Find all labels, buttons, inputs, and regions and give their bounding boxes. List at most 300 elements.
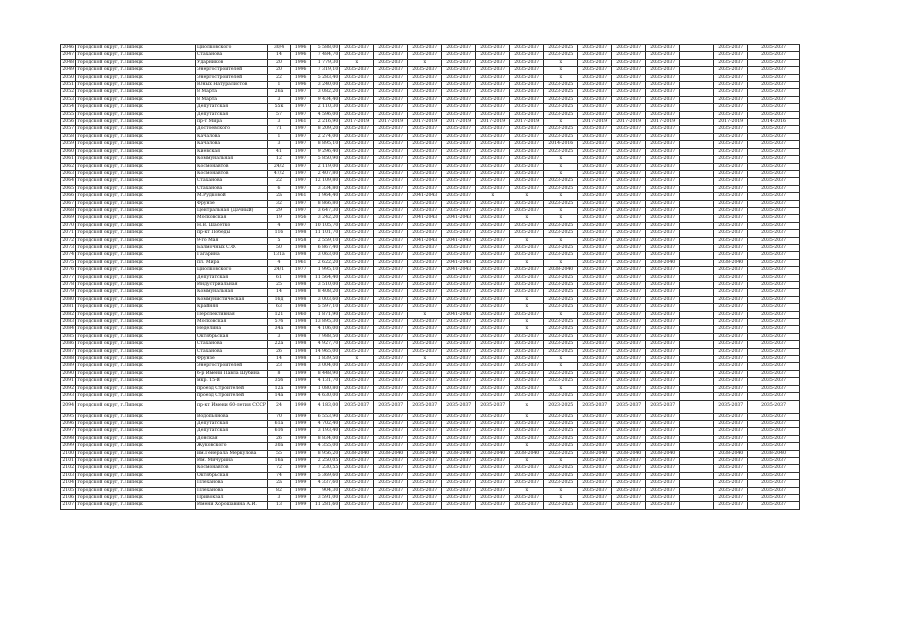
table-row [61,341,868,348]
schedule-period-cell: 2035-2037 [408,435,442,442]
area-cell: 4 183,00 [311,400,340,413]
street-cell: Энергостроителей [196,67,268,74]
schedule-period-cell: 2035-2037 [476,502,510,509]
schedule-period-cell [680,237,714,244]
schedule-period-cell: 2035-2037 [748,207,800,214]
schedule-period-cell: 2035-2037 [374,363,408,370]
table-row [61,259,868,266]
schedule-period-cell [680,133,714,140]
schedule-period-cell: 2035-2037 [612,133,646,140]
schedule-period-cell: 2035-2037 [510,480,544,487]
street-cell: Плеханова [196,487,268,494]
table-row [61,282,868,289]
table-row [61,370,868,377]
schedule-period-cell: 2035-2037 [578,370,612,377]
row-number-cell: 2051 [62,82,75,88]
area-cell: 1 839,50 [311,356,340,363]
schedule-period-cell: 2035-2037 [748,435,800,442]
schedule-period-cell: 2035-2037 [748,370,800,377]
schedule-period-cell: 2038-2040 [646,450,680,457]
table-row [61,385,868,392]
area-cell: 11 281,60 [311,502,340,509]
schedule-period-cell: 2035-2037 [714,215,748,222]
schedule-period-cell: 2035-2037 [510,200,544,207]
table-row [61,237,868,244]
schedule-period-cell: 2035-2037 [646,252,680,259]
schedule-period-cell: 2035-2037 [408,480,442,487]
schedule-period-cell: 2035-2037 [510,104,544,111]
schedule-period-cell: 2035-2037 [476,304,510,311]
schedule-period-cell: 2035-2037 [408,274,442,281]
schedule-period-cell: 2035-2037 [374,443,408,450]
schedule-period-cell: 2035-2037 [748,393,800,400]
schedule-period-cell: 2023-2025 [544,133,578,140]
schedule-period-cell: 2035-2037 [612,356,646,363]
schedule-period-cell: 2035-2037 [714,96,748,103]
schedule-period-cell: х [544,156,578,163]
schedule-period-cell: 2035-2037 [340,487,374,494]
schedule-period-cell: 2035-2037 [646,244,680,251]
schedule-period-cell: 2035-2037 [340,244,374,251]
schedule-period-cell: 2038-2040 [612,450,646,457]
schedule-period-cell: 2035-2037 [442,296,476,303]
schedule-period-cell: 2014-2016 [544,141,578,148]
area-cell: 8 834,00 [311,435,340,442]
schedule-period-cell: 2035-2037 [408,156,442,163]
schedule-period-cell: 2035-2037 [408,230,442,237]
street-cell: Ударников [196,59,268,66]
row-number-cell: 2107 [62,502,75,508]
schedule-period-cell: 2035-2037 [612,163,646,170]
schedule-period-cell: 2035-2037 [578,443,612,450]
schedule-period-cell: 2035-2037 [340,252,374,259]
schedule-period-cell [680,341,714,348]
schedule-period-cell: х [510,443,544,450]
district-cell: городской округ, г.Липецк [76,457,196,464]
schedule-period-cell: 2035-2037 [578,96,612,103]
schedule-period-cell: 2035-2037 [476,52,510,59]
schedule-period-cell: 2035-2037 [714,156,748,163]
schedule-period-cell: 2023-2025 [544,400,578,413]
street-cell: Имени Хорошавина А.И. [196,502,268,509]
schedule-period-cell: 2023-2025 [544,82,578,89]
schedule-period-cell: 2035-2037 [646,178,680,185]
schedule-period-cell: 2038-2040 [442,450,476,457]
schedule-period-cell: х [408,59,442,66]
schedule-period-cell: 2035-2037 [646,319,680,326]
schedule-period-cell: 2023-2025 [544,420,578,427]
schedule-period-cell: 2035-2037 [612,385,646,392]
schedule-period-cell: 2035-2037 [612,393,646,400]
house-number-cell: 61б [268,428,291,435]
schedule-period-cell: 2035-2037 [510,133,544,140]
schedule-period-cell [680,185,714,192]
street-cell: Донская [196,435,268,442]
schedule-period-cell: 2035-2037 [442,443,476,450]
district-cell: городской округ, г.Липецк [76,222,196,229]
schedule-period-cell: 2035-2037 [612,222,646,229]
house-number-cell: 16д [268,296,291,303]
schedule-period-cell: 2035-2037 [646,126,680,133]
schedule-period-cell: 2035-2037 [578,274,612,281]
schedule-period-cell: 2035-2037 [476,296,510,303]
district-cell: городской округ, г.Липецк [76,420,196,427]
schedule-period-cell: 2035-2037 [510,289,544,296]
schedule-period-cell: 2035-2037 [340,96,374,103]
district-cell: городской округ, г.Липецк [76,319,196,326]
schedule-period-cell: 2035-2037 [748,215,800,222]
row-number-cell: 2094 [61,400,76,413]
house-number-cell: 14 [268,356,291,363]
schedule-period-cell: х [544,215,578,222]
district-cell: городской округ, г.Липецк [76,74,196,81]
street-cell: Им. Мичурина [196,457,268,464]
schedule-period-cell [680,156,714,163]
row-number-cell: 2091 [62,378,75,384]
schedule-period-cell: 2035-2037 [714,341,748,348]
schedule-period-cell: 2035-2037 [374,289,408,296]
schedule-period-cell [680,363,714,370]
year-built-cell: 1999 [290,393,311,400]
schedule-period-cell: 2041-2043 [442,237,476,244]
schedule-period-cell: 2035-2037 [748,200,800,207]
schedule-period-cell: 2035-2037 [374,465,408,472]
schedule-period-cell [680,163,714,170]
schedule-period-cell: х [340,356,374,363]
schedule-period-cell: х [544,170,578,177]
schedule-period-cell: х [510,326,544,333]
table-row [61,215,868,222]
schedule-period-cell: 2035-2037 [748,356,800,363]
house-number-cell: 35б [268,378,291,385]
district-cell: городской округ, г.Липецк [76,450,196,457]
schedule-period-cell: 2035-2037 [374,378,408,385]
schedule-period-cell: 2035-2037 [408,267,442,274]
district-cell: городской округ, г.Липецк [76,96,196,103]
schedule-period-cell: 2035-2037 [612,413,646,420]
schedule-period-cell: 2035-2037 [748,170,800,177]
district-cell: городской округ, г.Липецк [76,296,196,303]
schedule-period-cell: х [544,311,578,318]
row-number-cell: 2065 [62,185,75,191]
schedule-period-cell: 2035-2037 [612,428,646,435]
house-number-cell: 4 [268,222,291,229]
street-cell: пр-кт Победы [196,230,268,237]
schedule-period-cell: 2035-2037 [476,487,510,494]
schedule-period-cell: 2035-2037 [442,378,476,385]
schedule-period-cell: 2035-2037 [476,207,510,214]
schedule-period-cell: 2038-2040 [544,267,578,274]
schedule-period-cell: 2035-2037 [340,480,374,487]
schedule-period-cell: 2035-2037 [748,96,800,103]
schedule-period-cell: 2035-2037 [612,282,646,289]
schedule-period-cell: 2035-2037 [476,178,510,185]
schedule-period-cell: 2035-2037 [374,230,408,237]
district-cell: городской округ, г.Липецк [76,104,196,111]
table-row [61,96,868,103]
schedule-period-cell: 2023-2025 [544,333,578,340]
schedule-period-cell [680,296,714,303]
schedule-period-cell [680,385,714,392]
schedule-period-cell: 2035-2037 [476,356,510,363]
schedule-period-cell: 2035-2037 [578,163,612,170]
schedule-period-cell: 2035-2037 [374,341,408,348]
schedule-period-cell: 2035-2037 [408,326,442,333]
schedule-period-cell: 2035-2037 [714,222,748,229]
house-number-cell: 14 [268,52,291,59]
schedule-period-cell: 2035-2037 [646,170,680,177]
schedule-period-cell: 2023-2025 [544,230,578,237]
schedule-period-cell [680,230,714,237]
schedule-period-cell: 2035-2037 [612,89,646,96]
district-cell: городской округ, г.Липецк [76,52,196,59]
row-number-cell: 2078 [62,282,75,287]
row-number-cell: 2050 [62,74,75,80]
schedule-period-cell: 2035-2037 [748,378,800,385]
street-cell: Н.В. Шасетко [196,222,268,229]
house-number-cell: 24/1 [268,267,291,274]
schedule-period-cell: 2035-2037 [442,222,476,229]
schedule-period-cell: 2035-2037 [646,111,680,118]
schedule-period-cell: 2035-2037 [408,45,442,52]
schedule-period-cell: 2035-2037 [646,480,680,487]
schedule-period-cell: 2035-2037 [612,252,646,259]
district-cell: городской округ, г.Липецк [76,215,196,222]
house-number-cell: 72 [268,465,291,472]
table-row [61,67,868,74]
district-cell: городской округ, г.Липецк [76,67,196,74]
schedule-period-cell [680,119,714,126]
schedule-period-cell: 2035-2037 [408,52,442,59]
schedule-period-cell: 2035-2037 [374,141,408,148]
schedule-period-cell: 2035-2037 [476,420,510,427]
district-cell: городской округ, г.Липецк [76,393,196,400]
schedule-period-cell: 2035-2037 [612,443,646,450]
row-number-cell: 2088 [62,356,75,362]
schedule-period-cell: 2035-2037 [374,193,408,200]
year-built-cell: 1998 [290,274,311,281]
schedule-period-cell [680,435,714,442]
street-cell: 9-го Мая [196,237,268,244]
schedule-period-cell: 2035-2037 [646,311,680,318]
schedule-period-cell: 2035-2037 [340,111,374,118]
schedule-period-cell: 2035-2037 [408,428,442,435]
schedule-period-cell: 2035-2037 [374,244,408,251]
area-cell: 3 193,40 [311,428,340,435]
house-number-cell: 20 [268,67,291,74]
schedule-period-cell [680,45,714,52]
schedule-period-cell: 2035-2037 [374,502,408,509]
schedule-period-cell: 2035-2037 [374,385,408,392]
schedule-period-cell: 2035-2037 [340,74,374,81]
table-row [61,141,868,148]
schedule-period-cell: 2035-2037 [340,67,374,74]
street-cell: Привокзал [196,494,268,501]
schedule-period-cell: 2035-2037 [612,244,646,251]
area-cell: 6 867,40 [311,244,340,251]
schedule-period-cell: 2035-2037 [714,193,748,200]
schedule-period-cell: 2035-2037 [476,237,510,244]
schedule-period-cell: 2035-2037 [442,45,476,52]
house-number-cell: 8 [268,370,291,377]
district-cell: городской округ, г.Липецк [76,363,196,370]
schedule-period-cell: 2035-2037 [646,215,680,222]
district-cell: городской округ, г.Липецк [76,156,196,163]
schedule-period-cell [680,244,714,251]
schedule-period-cell: 2038-2040 [578,450,612,457]
schedule-period-cell: 2017-2019 [340,119,374,126]
area-cell: 8 209,20 [311,126,340,133]
schedule-period-cell: 2035-2037 [374,59,408,66]
schedule-period-cell: 2035-2037 [408,104,442,111]
schedule-period-cell: 2035-2037 [374,82,408,89]
year-built-cell: 1998 [290,244,311,251]
house-number-cell: 23 [268,363,291,370]
schedule-period-cell: 2035-2037 [374,333,408,340]
schedule-period-cell: 2035-2037 [340,370,374,377]
year-built-cell: 1998 [290,252,311,259]
area-cell: 5 850,90 [311,156,340,163]
schedule-period-cell [680,148,714,155]
row-number-cell: 2076 [62,267,75,273]
street-cell: Энергостроителей [196,74,268,81]
schedule-period-cell: 2035-2037 [714,274,748,281]
schedule-period-cell: 2035-2037 [374,200,408,207]
district-cell: городской округ, г.Липецк [76,494,196,501]
schedule-period-cell: 2023-2025 [544,428,578,435]
schedule-period-cell: 2035-2037 [612,289,646,296]
house-number-cell: 30а [268,443,291,450]
street-cell: Депутатская [196,104,268,111]
schedule-period-cell [680,400,714,413]
schedule-period-cell: 2035-2037 [714,348,748,355]
district-cell: городской округ, г.Липецк [76,89,196,96]
schedule-period-cell: 2035-2037 [374,480,408,487]
area-cell: 3 004,00 [311,363,340,370]
schedule-period-cell: 2035-2037 [714,370,748,377]
schedule-period-cell: 2035-2037 [408,502,442,509]
year-built-cell: 1997 [290,141,311,148]
schedule-period-cell: 2035-2037 [340,89,374,96]
schedule-period-cell: 2038-2040 [476,450,510,457]
schedule-period-cell: 2035-2037 [578,178,612,185]
house-number-cell: 25 [268,282,291,289]
schedule-period-cell: 2035-2037 [442,289,476,296]
schedule-period-cell: 2035-2037 [714,244,748,251]
schedule-period-cell: 2035-2037 [510,96,544,103]
year-built-cell: 1999 [290,385,311,392]
schedule-period-cell: 2035-2037 [340,465,374,472]
area-cell: 2 250,05 [311,457,340,464]
schedule-period-cell: 2035-2037 [578,133,612,140]
schedule-period-cell: 2035-2037 [408,296,442,303]
schedule-period-cell: 2035-2037 [408,96,442,103]
area-cell: 13 895,30 [311,319,340,326]
schedule-period-cell [680,494,714,501]
street-cell: Депутатская [196,274,268,281]
street-cell: проезд Строителей [196,393,268,400]
schedule-period-cell: 2035-2037 [442,400,476,413]
schedule-period-cell: 2023-2025 [544,244,578,251]
schedule-period-cell: 2035-2037 [340,420,374,427]
district-cell: городской округ, г.Липецк [76,259,196,266]
house-number-cell: 57 [268,111,291,118]
street-cell: Космонавтов [196,465,268,472]
schedule-period-cell: х [544,193,578,200]
schedule-period-cell: 2035-2037 [578,104,612,111]
schedule-period-cell: 2035-2037 [748,296,800,303]
schedule-period-cell: 2035-2037 [646,282,680,289]
schedule-period-cell: х [510,319,544,326]
district-cell: городской округ, г.Липецк [76,111,196,118]
schedule-period-cell: 2035-2037 [510,207,544,214]
schedule-period-cell: х [510,296,544,303]
table-row [61,443,868,450]
row-number-cell: 2061 [62,156,75,162]
schedule-period-cell: 2035-2037 [578,89,612,96]
schedule-period-cell: 2035-2037 [646,45,680,52]
schedule-period-cell: 2017-2019 [510,119,544,126]
schedule-period-cell: 2035-2037 [510,472,544,479]
schedule-period-cell: 2035-2037 [748,494,800,501]
schedule-period-cell: 2035-2037 [714,59,748,66]
schedule-period-cell: 2035-2037 [714,443,748,450]
schedule-period-cell: 2035-2037 [748,487,800,494]
schedule-period-cell: 2035-2037 [442,141,476,148]
schedule-period-cell: 2035-2037 [408,67,442,74]
schedule-period-cell: 2035-2037 [612,45,646,52]
schedule-period-cell: 2035-2037 [374,296,408,303]
schedule-period-cell: 2035-2037 [646,193,680,200]
house-number-cell: 5 [268,237,291,244]
schedule-period-cell: 2035-2037 [748,385,800,392]
schedule-period-cell: 2035-2037 [714,304,748,311]
schedule-period-cell: 2035-2037 [340,148,374,155]
district-cell: городской округ, г.Липецк [76,311,196,318]
schedule-period-cell: 2035-2037 [476,259,510,266]
schedule-period-cell: 2023-2025 [544,52,578,59]
schedule-period-cell: 2035-2037 [748,74,800,81]
schedule-period-cell: х [544,59,578,66]
schedule-period-cell: 2035-2037 [714,178,748,185]
schedule-period-cell: 2035-2037 [646,435,680,442]
row-number-cell: 2095 [62,413,75,419]
schedule-period-cell: 2035-2037 [612,274,646,281]
year-built-cell: 1999 [290,480,311,487]
schedule-period-cell: х [510,457,544,464]
table-row [61,163,868,170]
schedule-period-cell [680,487,714,494]
house-number-cell: 19 [268,215,291,222]
register-sheet [60,44,868,510]
table-row [61,148,868,155]
row-number-cell: 2104 [62,480,75,486]
row-number-cell: 2099 [62,443,75,449]
schedule-period-cell: 2035-2037 [612,74,646,81]
schedule-period-cell: 2035-2037 [646,393,680,400]
schedule-period-cell: 2038-2040 [374,450,408,457]
house-number-cell: 29 [268,207,291,214]
schedule-period-cell: 2035-2037 [510,333,544,340]
schedule-period-cell: 2035-2037 [442,494,476,501]
schedule-period-cell: 2035-2037 [748,326,800,333]
district-cell: городской округ, г.Липецк [76,126,196,133]
schedule-period-cell: 2035-2037 [578,59,612,66]
schedule-period-cell: 2035-2037 [714,267,748,274]
schedule-period-cell: х [408,356,442,363]
schedule-period-cell: х [408,311,442,318]
schedule-period-cell: 2035-2037 [578,333,612,340]
